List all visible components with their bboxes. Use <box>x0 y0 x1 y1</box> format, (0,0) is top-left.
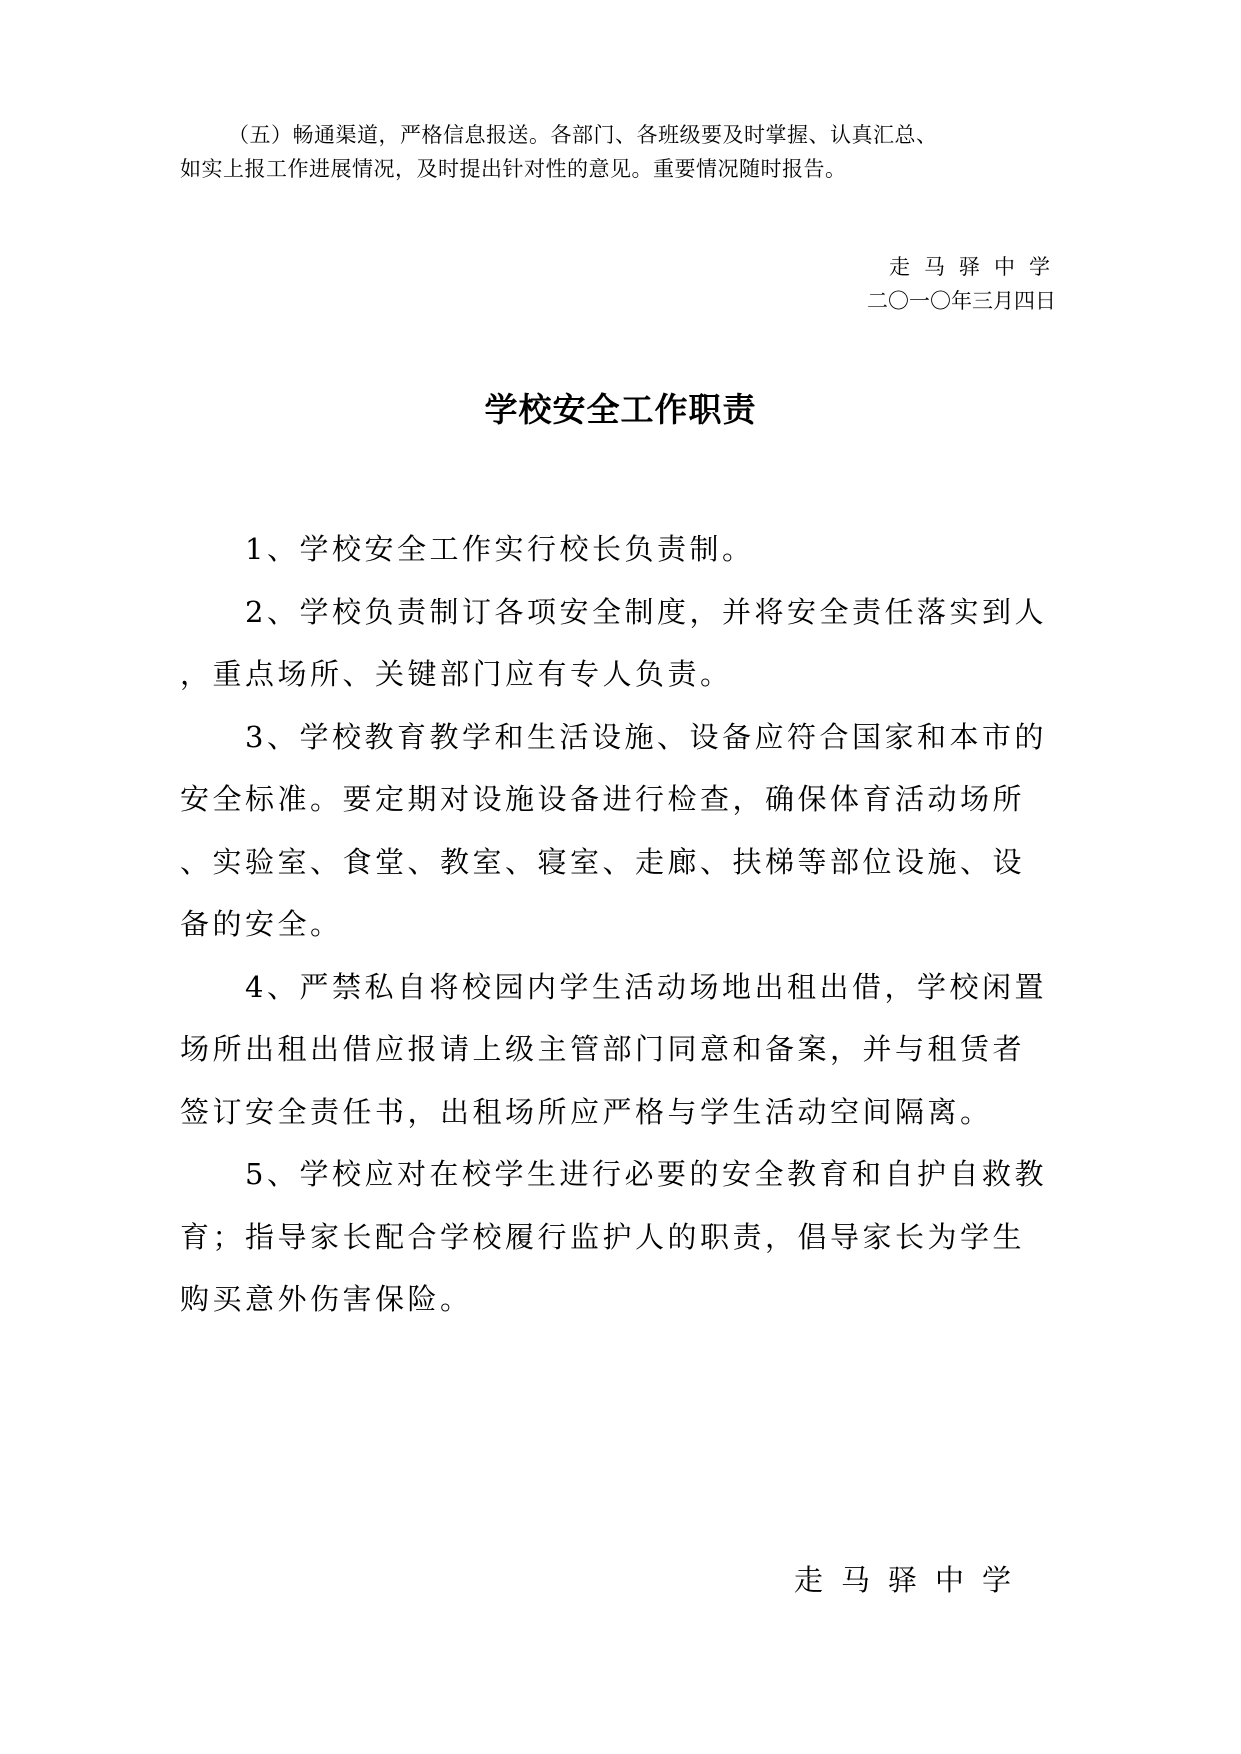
body-line: 3、学校教育教学和生活设施、设备应符合国家和本市的 <box>245 719 1047 754</box>
top-paragraph-line: （五）畅通渠道，严格信息报送。各部门、各班级要及时掌握、认真汇总、 <box>228 123 938 147</box>
body-line: 签订安全责任书，出租场所应严格与学生活动空间隔离。 <box>180 1094 993 1129</box>
body-line: 2、学校负责制订各项安全制度，并将安全责任落实到人 <box>245 594 1047 629</box>
body-line: 场所出租出借应报请上级主管部门同意和备案，并与租赁者 <box>180 1032 1026 1066</box>
body-line: 备的安全。 <box>180 907 343 941</box>
body-line: 安全标准。要定期对设施设备进行检查，确保体育活动场所 <box>180 782 1026 816</box>
body-text <box>180 518 1060 1331</box>
top-paragraph <box>180 118 1060 186</box>
body-line: 育；指导家长配合学校履行监护人的职责，倡导家长为学生 <box>180 1219 1026 1254</box>
large-signature: 走马驿中学 <box>793 1563 1029 1597</box>
body-line: 、实验室、食堂、教室、寝室、走廊、扶梯等部位设施、设 <box>180 844 1026 879</box>
small-signature-org: 走马驿中学 <box>889 255 1064 279</box>
small-signature-date: 二〇一〇年三月四日 <box>867 289 1056 313</box>
small-signature-block <box>867 250 1064 318</box>
body-line: 5、学校应对在校学生进行必要的安全教育和自护自救教 <box>245 1157 1047 1191</box>
document-title: 学校安全工作职责 <box>484 390 757 429</box>
top-paragraph-line: 如实上报工作进展情况，及时提出针对性的意见。重要情况随时报告。 <box>180 157 847 181</box>
body-line: 购买意外伤害保险。 <box>180 1282 473 1316</box>
body-line: ，重点场所、关键部门应有专人负责。 <box>180 657 733 691</box>
body-line: 4、严禁私自将校园内学生活动场地出租出借，学校闲置 <box>245 969 1047 1004</box>
body-line: 1、学校安全工作实行校长负责制。 <box>245 532 755 566</box>
